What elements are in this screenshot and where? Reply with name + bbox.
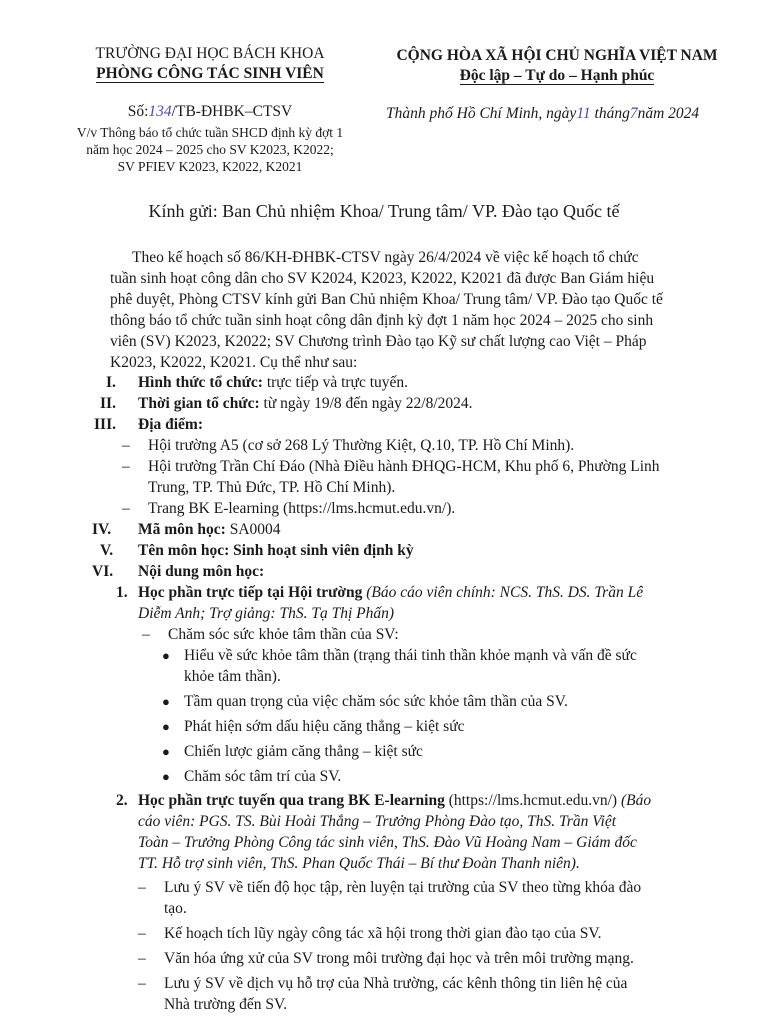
part-1-topic: – Chăm sóc sức khỏe tâm thần của SV: bbox=[168, 624, 732, 645]
intro-line: phê duyệt, Phòng CTSV kính gửi Ban Chủ nhiệm Khoa/ Trung tâm/ VP. Đào tạo Quốc tế bbox=[110, 291, 663, 308]
topic-item: – Lưu ý SV về tiến độ học tập, rèn luyện tại trường của SV theo từng khóa đào bbox=[164, 877, 732, 898]
intro-line: tuần sinh hoạt công dân cho SV K2024, K2023, K2022, K2021 đã được Ban Giám hiệu bbox=[110, 270, 655, 287]
location-item: – Trang BK E-learning (https://lms.hcmut.edu.vn/). bbox=[148, 498, 732, 519]
section-course-code: IV. Mã môn học: SA0004 bbox=[92, 521, 281, 538]
section-time: II. Thời gian tổ chức: từ ngày 19/8 đến ngày 22/8/2024. bbox=[100, 395, 473, 412]
subject-line-3: SV PFIEV K2023, K2022, K2021 bbox=[117, 159, 303, 174]
bullet-item-continued: khỏe tâm thần). bbox=[184, 668, 281, 685]
university-name: TRƯỜNG ĐẠI HỌC BÁCH KHOA bbox=[95, 45, 325, 62]
section-course-name: V. Tên môn học: Sinh hoạt sinh viên định kỳ bbox=[100, 542, 414, 559]
part-2: 2. Học phần trực tuyến qua trang BK E-learning (https://lms.hcmut.edu.vn/) (Báo bbox=[116, 792, 652, 809]
location-item: – Hội trường A5 (cơ sở 268 Lý Thường Kiệt, Q.10, TP. Hồ Chí Minh). bbox=[148, 435, 732, 456]
topic-item: – Lưu ý SV về dịch vụ hỗ trợ của Nhà trường, các kênh thông tin liên hệ của bbox=[164, 973, 732, 994]
bullet-item: ● Chiến lược giảm căng thẳng – kiệt sức bbox=[162, 743, 423, 760]
intro-line: K2023, K2022, K2021. Cụ thể như sau: bbox=[110, 354, 358, 371]
part-2-speakers: Toàn – Trưởng Phòng Công tác sinh viên, ThS. Đào Vũ Hoàng Nam – Giám đốc bbox=[138, 834, 637, 851]
bullet-item: ● Phát hiện sớm dấu hiệu căng thẳng – kiệt sức bbox=[162, 718, 465, 735]
department-name: PHÒNG CÔNG TÁC SINH VIÊN bbox=[96, 65, 324, 82]
intro-line: thông báo tổ chức tuần sinh hoạt công dân định kỳ đợt 1 năm học 2024 – 2025 cho sinh bbox=[110, 312, 654, 329]
topic-item: – Văn hóa ứng xử của SV trong môi trường đại học và trên môi trường mạng. bbox=[164, 948, 732, 969]
part-1-speakers: Diễm Anh; Trợ giảng: ThS. Tạ Thị Phấn) bbox=[138, 605, 395, 622]
country-name: CỘNG HÒA XÃ HỘI CHỦ NGHĨA VIỆT NAM bbox=[396, 47, 718, 64]
part-1-bullets bbox=[92, 645, 732, 787]
sections bbox=[92, 372, 732, 1015]
part-2-topics bbox=[92, 877, 732, 1015]
motto: Độc lập – Tự do – Hạnh phúc bbox=[459, 67, 655, 84]
topic-item-continued: tạo. bbox=[164, 900, 187, 917]
bullet-item: ● Tầm quan trọng của việc chăm sóc sức khỏe tâm thần của SV. bbox=[162, 693, 568, 710]
intro-line: viên (SV) K2023, K2022; SV Chương trình Đào tạo Kỹ sư chất lượng cao Việt – Pháp bbox=[110, 333, 647, 350]
location-item-continued: Trung, TP. Thủ Đức, TP. Hồ Chí Minh). bbox=[148, 479, 396, 496]
bullet-item: ● Chăm sóc tâm trí của SV. bbox=[162, 768, 342, 785]
section-format: I. Hình thức tổ chức: trực tiếp và trực tuyến. bbox=[106, 374, 409, 391]
reference-block bbox=[60, 102, 360, 175]
part-2-speakers: TT. Hỗ trợ sinh viên, ThS. Phan Quốc Thái – Bí thư Đoàn Thanh niên). bbox=[138, 855, 580, 872]
intro-paragraph bbox=[110, 247, 730, 373]
recipient-line: Kính gửi: Ban Chủ nhiệm Khoa/ Trung tâm/ VP. Đào tạo Quốc tế bbox=[148, 201, 620, 221]
part-2-speakers: cáo viên: PGS. TS. Bùi Hoài Thắng – Trưởng Phòng Đào tạo, ThS. Trần Việt bbox=[138, 813, 617, 830]
subject-line-1: V/v Thông báo tổ chức tuần SHCD định kỳ đợt 1 bbox=[76, 125, 344, 140]
section-content: VI. Nội dung môn học: bbox=[92, 563, 265, 580]
topic-item-continued: Nhà trường đến SV. bbox=[164, 996, 288, 1013]
location-item: – Hội trường Trần Chí Đáo (Nhà Điều hành ĐHQG-HCM, Khu phố 6, Phường Linh bbox=[148, 456, 732, 477]
intro-line: Theo kế hoạch số 86/KH-ĐHBK-CTSV ngày 26/4/2024 về việc kế hoạch tổ chức bbox=[132, 249, 639, 266]
document-number: Số:134/TB-ĐHBK–CTSV bbox=[127, 103, 293, 120]
place-date: Thành phố Hồ Chí Minh, ngày11 tháng7năm 2024 bbox=[386, 105, 700, 122]
bullet-item: ● Hiểu về sức khỏe tâm thần (trạng thái tinh thần khỏe mạnh và vấn đề sức bbox=[162, 647, 637, 664]
subject-line-2: năm học 2024 – 2025 cho SV K2023, K2022; bbox=[86, 142, 334, 157]
national-header bbox=[372, 46, 742, 86]
topic-item: – Kế hoạch tích lũy ngày công tác xã hội trong thời gian đào tạo của SV. bbox=[164, 923, 732, 944]
section-location: III. Địa điểm: bbox=[94, 416, 204, 433]
location-list bbox=[92, 435, 732, 519]
org-header bbox=[60, 44, 360, 84]
part-1: 1. Học phần trực tiếp tại Hội trường (Báo cáo viên chính: NCS. ThS. DS. Trần Lê bbox=[116, 584, 644, 601]
